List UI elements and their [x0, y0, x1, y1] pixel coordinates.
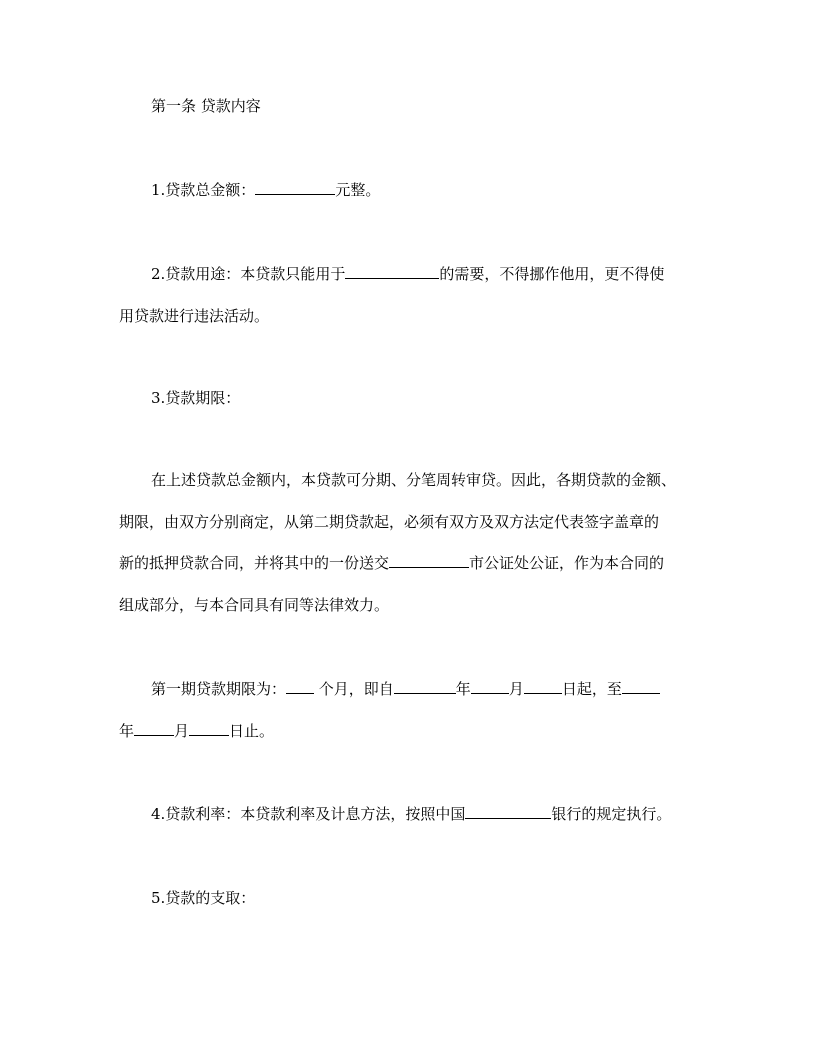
loan-withdrawal-line	[151, 888, 255, 908]
month2-text: 月	[174, 722, 190, 740]
loan-term-heading	[151, 388, 240, 408]
loan-term-para-line-2	[119, 512, 659, 532]
end-month-blank	[134, 721, 174, 736]
loan-term-para-line-1	[151, 470, 676, 490]
end-year-blank	[622, 679, 660, 694]
loan-term-para-text-3b: 市公证处公证，作为本合同的	[469, 554, 665, 572]
bank-name-blank	[465, 804, 551, 819]
loan-purpose-text-b: 的需要，不得挪作他用，更不得使	[439, 265, 665, 283]
loan-amount-label: 1.贷款总金额：	[151, 181, 256, 199]
loan-withdrawal-label: 5.贷款的支取：	[151, 889, 256, 907]
loan-rate-line	[151, 804, 671, 824]
article-heading	[151, 96, 261, 116]
loan-term-para-text-3a: 新的抵押贷款合同，并将其中的一份送交	[119, 554, 390, 572]
months-blank	[286, 679, 314, 694]
start-day-blank	[524, 679, 562, 694]
loan-rate-text-a: 4.贷款利率：本贷款利率及计息方法，按照中国	[151, 805, 466, 823]
loan-term-label: 3.贷款期限：	[151, 389, 241, 407]
year2-text: 年	[119, 722, 135, 740]
first-period-line-2	[119, 721, 274, 741]
first-period-line-1	[151, 679, 660, 699]
month-text: 月	[508, 680, 524, 698]
loan-term-para-text-2: 期限，由双方分别商定，从第二期贷款起，必须有双方及双方法定代表签字盖章的	[119, 513, 660, 531]
loan-term-para-line-3	[119, 553, 664, 573]
loan-purpose-blank	[345, 264, 439, 279]
loan-purpose-text-a: 2.贷款用途：本贷款只能用于	[151, 265, 346, 283]
notary-city-blank	[389, 553, 469, 568]
loan-purpose-text-c: 用贷款进行违法活动。	[119, 307, 270, 325]
loan-term-para-text-1: 在上述贷款总金额内，本贷款可分期、分笔周转审贷。因此，各期贷款的金额、	[151, 471, 677, 489]
loan-rate-text-b: 银行的规定执行。	[551, 805, 672, 823]
start-month-blank	[471, 679, 509, 694]
day-to-text: 日止。	[229, 722, 275, 740]
loan-term-para-line-4	[119, 595, 389, 615]
end-day-blank	[189, 721, 229, 736]
day-from-text: 日起，至	[561, 680, 622, 698]
year-text: 年	[455, 680, 471, 698]
loan-amount-suffix: 元整。	[335, 181, 381, 199]
loan-purpose-line-2	[119, 306, 269, 326]
loan-amount-line	[151, 180, 380, 200]
article-heading-text: 第一条 贷款内容	[151, 97, 261, 115]
loan-amount-blank	[255, 180, 335, 195]
first-period-label: 第一期贷款期限为：	[151, 680, 287, 698]
start-year-blank	[394, 679, 456, 694]
months-text: 个月，即自	[314, 680, 394, 698]
loan-term-para-text-4: 组成部分，与本合同具有同等法律效力。	[119, 596, 390, 614]
loan-purpose-line-1	[151, 264, 664, 284]
